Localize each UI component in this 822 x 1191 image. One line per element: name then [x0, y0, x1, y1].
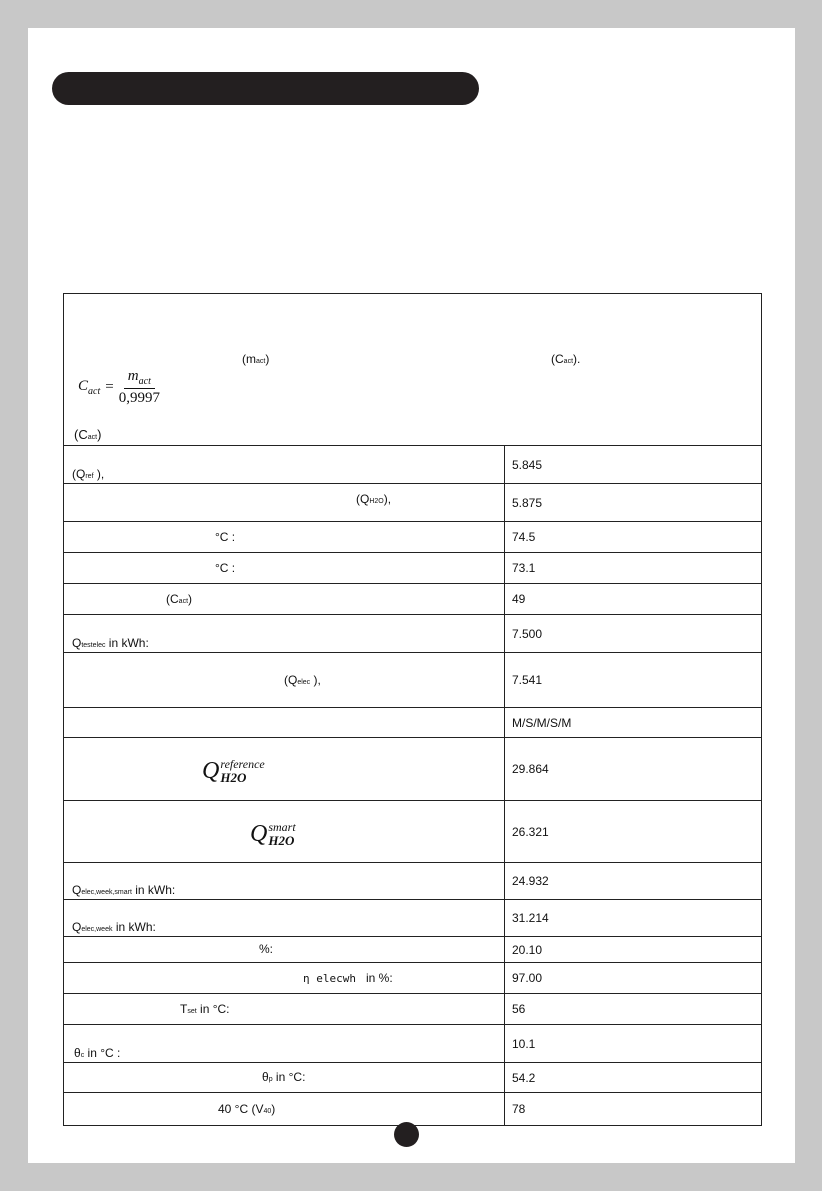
m-act-label: (mact)	[242, 352, 270, 366]
row-value: 20.10	[512, 942, 543, 957]
c-act-formula: $C_{act}$ = $\frac{m_{act}}{0,9997}$	[78, 368, 160, 406]
row-label: η elecwh in %:	[64, 963, 505, 993]
row-value: 56	[512, 1002, 526, 1016]
table-row	[64, 1063, 761, 1093]
row-value: 74.5	[512, 530, 536, 544]
table-row	[64, 708, 761, 738]
c-act-label-2: (Cact)	[74, 427, 102, 442]
table-row	[64, 1093, 761, 1125]
table-row	[64, 615, 761, 653]
row-label: θc in °C :	[64, 1025, 505, 1062]
row-value: 7.541	[512, 673, 543, 687]
row-value: 97.00	[512, 971, 543, 985]
table-row	[64, 522, 761, 553]
row-value: 5.845	[512, 457, 543, 472]
row-label: °C :	[64, 553, 505, 583]
page-number-dot	[394, 1122, 419, 1147]
table-row	[64, 863, 761, 900]
row-value: 10.1	[512, 1036, 536, 1051]
row-value: 29.864	[512, 762, 549, 776]
row-value: 24.932	[512, 874, 549, 888]
row-label: Qelec,week in kWh:	[64, 900, 505, 936]
table-row	[64, 738, 761, 801]
row-value: 31.214	[512, 911, 549, 925]
row-label: °C :	[64, 522, 505, 552]
table-row	[64, 484, 761, 522]
table-row	[64, 994, 761, 1025]
row-label: (Qelec ),	[64, 653, 505, 707]
table-row	[64, 900, 761, 937]
row-label	[64, 738, 505, 800]
table-row	[64, 584, 761, 615]
c-act-label: (Cact).	[551, 352, 581, 366]
row-label	[64, 708, 505, 737]
row-value: 78	[512, 1102, 526, 1116]
row-value: 7.500	[512, 626, 543, 641]
manual-page	[28, 28, 795, 1163]
row-value: 26.321	[512, 824, 549, 839]
row-value: 54.2	[512, 1070, 536, 1085]
row-label: Tset in °C:	[64, 994, 505, 1024]
table-row	[64, 937, 761, 963]
row-value: 49	[512, 592, 526, 606]
test-results-table	[63, 293, 762, 1126]
table-row	[64, 446, 761, 484]
row-label: (QH2O),	[64, 484, 505, 521]
row-label: Qelec,week,smart in kWh:	[64, 863, 505, 899]
table-row	[64, 1025, 761, 1063]
row-label	[64, 801, 505, 862]
section-header-bar	[52, 72, 479, 105]
table-row	[64, 653, 761, 708]
table-row	[64, 801, 761, 863]
row-value: 5.875	[512, 495, 543, 510]
table-row	[64, 553, 761, 584]
q-smart-symbol: Q smart H2O	[250, 820, 296, 848]
row-value: 73.1	[512, 561, 536, 575]
table-intro-cell	[64, 294, 761, 446]
table-row	[64, 963, 761, 994]
row-label: (Cact)	[64, 584, 505, 614]
row-label: %:	[64, 937, 505, 962]
q-reference-symbol: Q reference H2O	[202, 757, 265, 785]
row-label: (Qref ),	[64, 446, 505, 483]
row-value: M/S/M/S/M	[512, 715, 572, 730]
row-label: 40 °C (V40)	[64, 1093, 505, 1125]
row-label: θp in °C:	[64, 1063, 505, 1092]
row-label: Qtestelec in kWh:	[64, 615, 505, 652]
